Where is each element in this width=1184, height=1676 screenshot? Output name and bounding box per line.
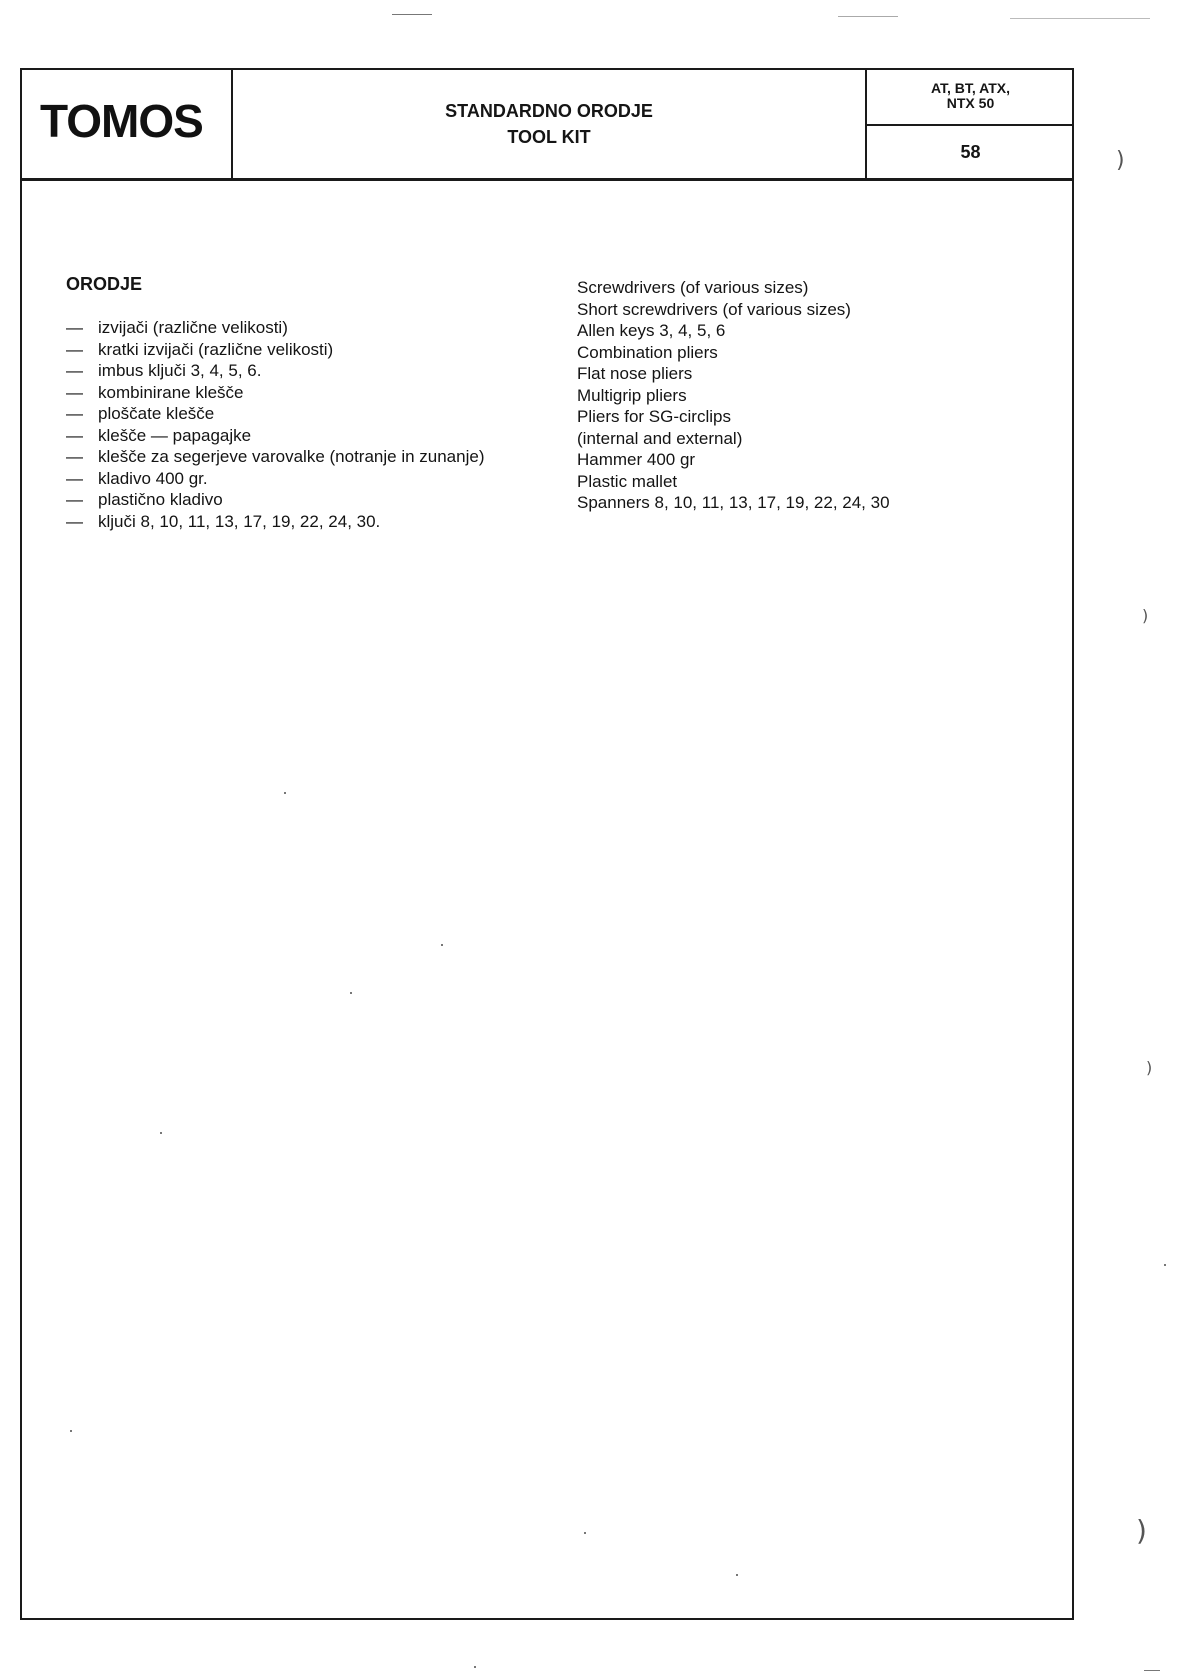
- models-line-2: NTX 50: [946, 95, 995, 111]
- list-item: Combination pliers: [577, 342, 718, 362]
- list-item: Screwdrivers (of various sizes): [577, 278, 809, 297]
- header-bottom-rule: [20, 178, 1074, 181]
- list-item: Flat nose pliers: [577, 364, 693, 383]
- dash-bullet: —: [66, 425, 83, 445]
- scan-speck: [474, 1666, 476, 1668]
- list-item: — klešče — papagajke: [66, 425, 252, 445]
- dash-bullet: —: [66, 382, 83, 402]
- scan-speck: [160, 1132, 162, 1134]
- punch-hole-mark: ): [1142, 606, 1149, 625]
- punch-hole-mark: ): [1146, 1058, 1153, 1077]
- dash-bullet: —: [66, 468, 83, 488]
- list-item: — plastično kladivo: [66, 490, 223, 509]
- list-item: — izvijači (različne velikosti): [66, 318, 288, 337]
- punch-hole-mark: ): [1116, 148, 1125, 173]
- dash-bullet: —: [66, 361, 83, 380]
- scan-speck: [70, 1430, 72, 1432]
- document-title: [233, 98, 865, 150]
- dash-bullet: —: [66, 490, 83, 509]
- scan-speck: [838, 16, 898, 17]
- dash-bullet: —: [66, 404, 83, 423]
- list-item: Multigrip pliers: [577, 385, 687, 405]
- dash-bullet: —: [66, 318, 83, 337]
- list-item: Plastic mallet: [577, 471, 678, 491]
- list-item: — kombinirane klešče: [66, 382, 244, 402]
- section-heading: ORODJE: [66, 274, 143, 294]
- dash-bullet: —: [66, 339, 83, 359]
- scan-speck: [392, 14, 432, 15]
- list-item: (internal and external): [577, 428, 743, 448]
- scan-speck: [1010, 18, 1150, 19]
- list-item: — ključi 8, 10, 11, 13, 17, 19, 22, 24, 30.: [66, 511, 381, 531]
- list-item: — imbus ključi 3, 4, 5, 6.: [66, 361, 262, 380]
- title-english: TOOL KIT: [507, 127, 591, 147]
- model-list: [867, 81, 1074, 111]
- page-number: 58: [960, 142, 981, 162]
- tool-list-english: [577, 277, 997, 514]
- title-slovene: STANDARDNO ORODJE: [445, 101, 653, 121]
- scan-speck: [584, 1532, 586, 1534]
- dash-bullet: —: [66, 447, 83, 466]
- list-item: Pliers for SG-circlips: [577, 407, 731, 426]
- models-line-1: AT, BT, ATX,: [930, 80, 1011, 96]
- models-page-divider: [867, 124, 1074, 126]
- scan-speck: [1144, 1670, 1160, 1671]
- scan-speck: [441, 944, 443, 946]
- list-item: Short screwdrivers (of various sizes): [577, 299, 851, 319]
- tool-list-slovene: [66, 317, 486, 532]
- punch-hole-mark: ): [1136, 1514, 1147, 1547]
- scan-speck: [736, 1574, 738, 1576]
- scan-speck: [1164, 1264, 1166, 1266]
- list-item: — klešče za segerjeve varovalke (notranje in zunanje): [66, 447, 485, 466]
- list-item: — kladivo 400 gr.: [66, 468, 208, 488]
- list-item: Hammer 400 gr: [577, 450, 696, 469]
- list-item: — ploščate klešče: [66, 404, 215, 423]
- list-item: Spanners 8, 10, 11, 13, 17, 19, 22, 24, 30: [577, 493, 890, 512]
- dash-bullet: —: [66, 511, 83, 531]
- list-item: — kratki izvijači (različne velikosti): [66, 339, 334, 359]
- brand-logo: TOMOS: [40, 95, 203, 147]
- scan-speck: [284, 792, 286, 794]
- scan-speck: [350, 992, 352, 994]
- list-item: Allen keys 3, 4, 5, 6: [577, 321, 726, 340]
